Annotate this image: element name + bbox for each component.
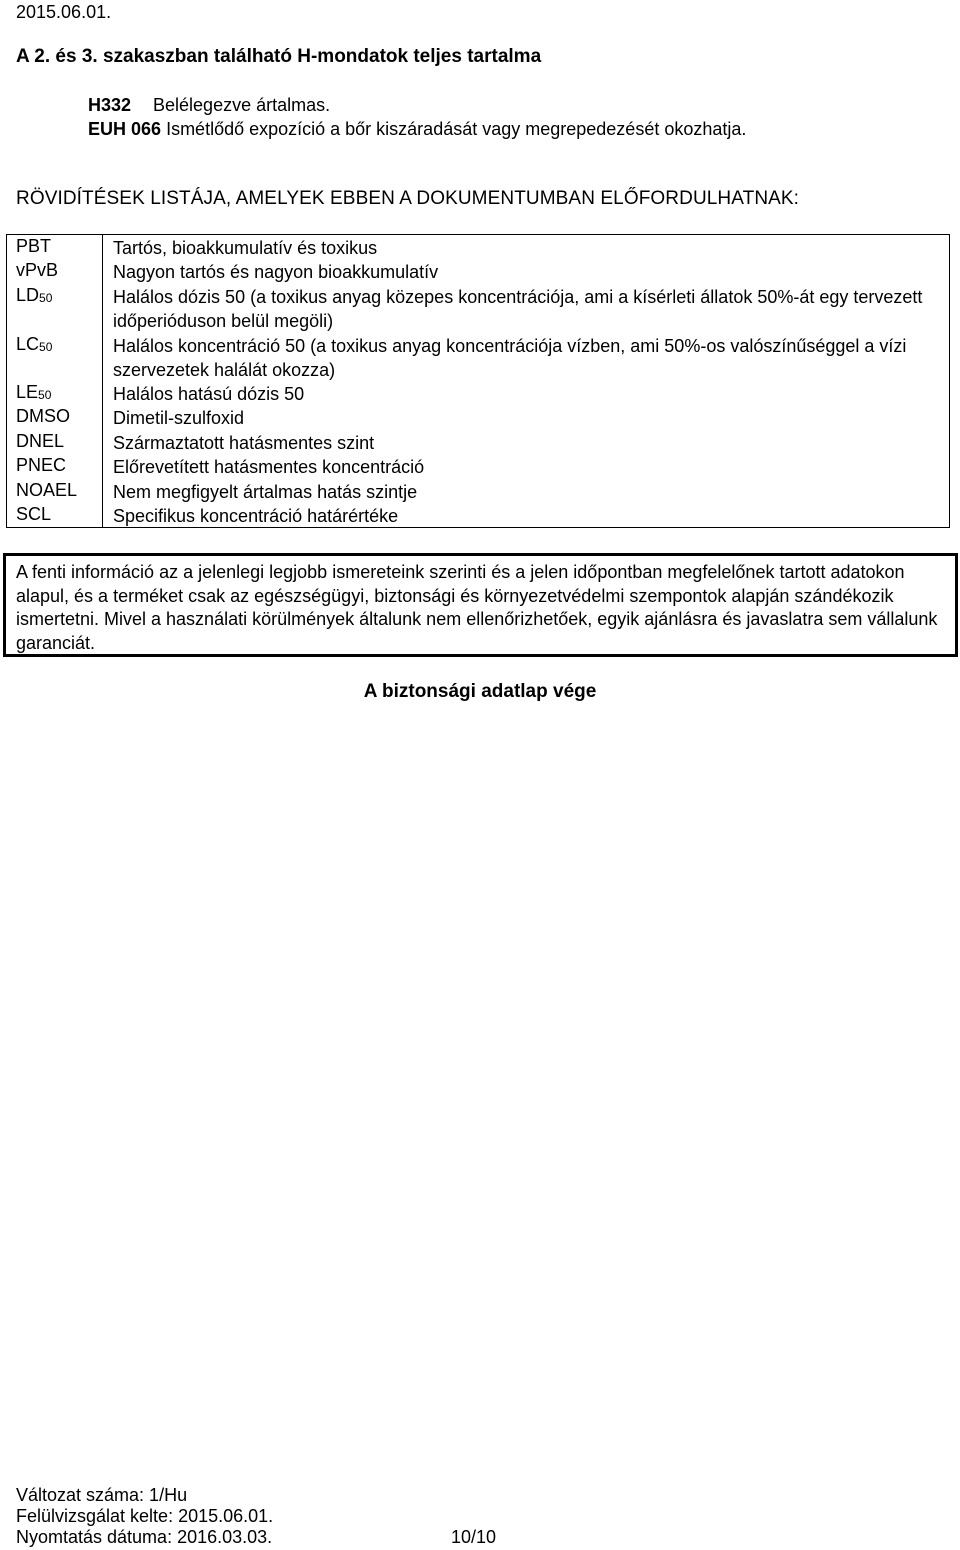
h-statement-text: Ismétlődő expozíció a bőr kiszáradását vagy megrepedezését okozhatja. <box>166 119 747 139</box>
abbr-description: Halálos dózis 50 (a toxikus anyag közepes koncentrációja, ami a kísérleti állatok 50%-át egy tervezett időperióduson belül megöli) <box>113 287 923 331</box>
abbr-code: PNEC <box>16 455 67 475</box>
h-statement-code: EUH 066 <box>88 119 162 139</box>
abbr-code: DMSO <box>16 406 70 426</box>
abbr-code: $LD_{50}$ <box>16 285 53 305</box>
abbr-code: $LC_{50}$ <box>16 334 53 354</box>
abbr-description: Tartós, bioakkumulatív és toxikus <box>113 238 378 258</box>
abbr-description: Halálos koncentráció 50 (a toxikus anyag koncentrációja vízben, ami 50%-os valószínűséggel a vízi szervezetek halálát okozza) <box>113 336 907 380</box>
header-date: 2015.06.01. <box>16 2 112 22</box>
section-title: A 2. és 3. szakaszban található H-mondatok teljes tartalma <box>16 46 542 67</box>
h-statement-list <box>88 93 746 141</box>
abbr-code: SCL <box>16 504 52 524</box>
h-statement-text: Belélegezve ártalmas. <box>153 95 331 115</box>
abbr-code: vPvB <box>16 260 59 280</box>
abbr-description: Dimetil-szulfoxid <box>113 408 245 428</box>
abbreviations-table <box>6 234 950 528</box>
abbr-code: PBT <box>16 236 52 256</box>
footer <box>16 1485 497 1548</box>
disclaimer-box <box>3 553 958 657</box>
abbr-code: $LE_{50}$ <box>16 382 52 402</box>
abbr-description: Előrevetített hatásmentes koncentráció <box>113 457 425 477</box>
abbr-description: Nem megfigyelt ártalmas hatás szintje <box>113 482 418 502</box>
abbreviations-title: RÖVIDÍTÉSEK LISTÁJA, AMELYEK EBBEN A DOKUMENTUMBAN ELŐFORDULHATNAK: <box>16 188 800 209</box>
disclaimer-text: A fenti információ az a jelenlegi legjobb ismereteink szerinti és a jelen időpontban megfelelőnek tartott adatokon alapul, és a terméket csak az egészségügyi, biztonsági és környezetvédelmi szempontok alapján szándékozik ismertetni. Mivel a használati körülmények általunk nem ellenőrizhetőek, egyik ajánlásra és javaslatra sem vállalunk garanciát. <box>16 562 938 653</box>
footer-version: Változat száma: 1/Hu <box>16 1485 188 1505</box>
page-number: 10/10 <box>451 1527 497 1547</box>
abbr-description: Specifikus koncentráció határértéke <box>113 506 399 526</box>
abbr-description: Nagyon tartós és nagyon bioakkumulatív <box>113 262 439 282</box>
end-title: A biztonsági adatlap vége <box>363 681 597 702</box>
abbr-description: Halálos hatású dózis 50 <box>113 384 305 404</box>
h-statement-row <box>88 93 746 117</box>
abbr-description: Származtatott hatásmentes szint <box>113 433 375 453</box>
h-statement-code: H332 <box>88 95 132 115</box>
footer-review-date: Felülvizsgálat kelte: 2015.06.01. <box>16 1506 274 1526</box>
footer-print-date: Nyomtatás dátuma: 2016.03.03. <box>16 1527 273 1547</box>
table-divider <box>102 235 103 527</box>
abbr-code: NOAEL <box>16 480 78 500</box>
abbr-code: DNEL <box>16 431 65 451</box>
h-statement-row <box>88 117 746 141</box>
